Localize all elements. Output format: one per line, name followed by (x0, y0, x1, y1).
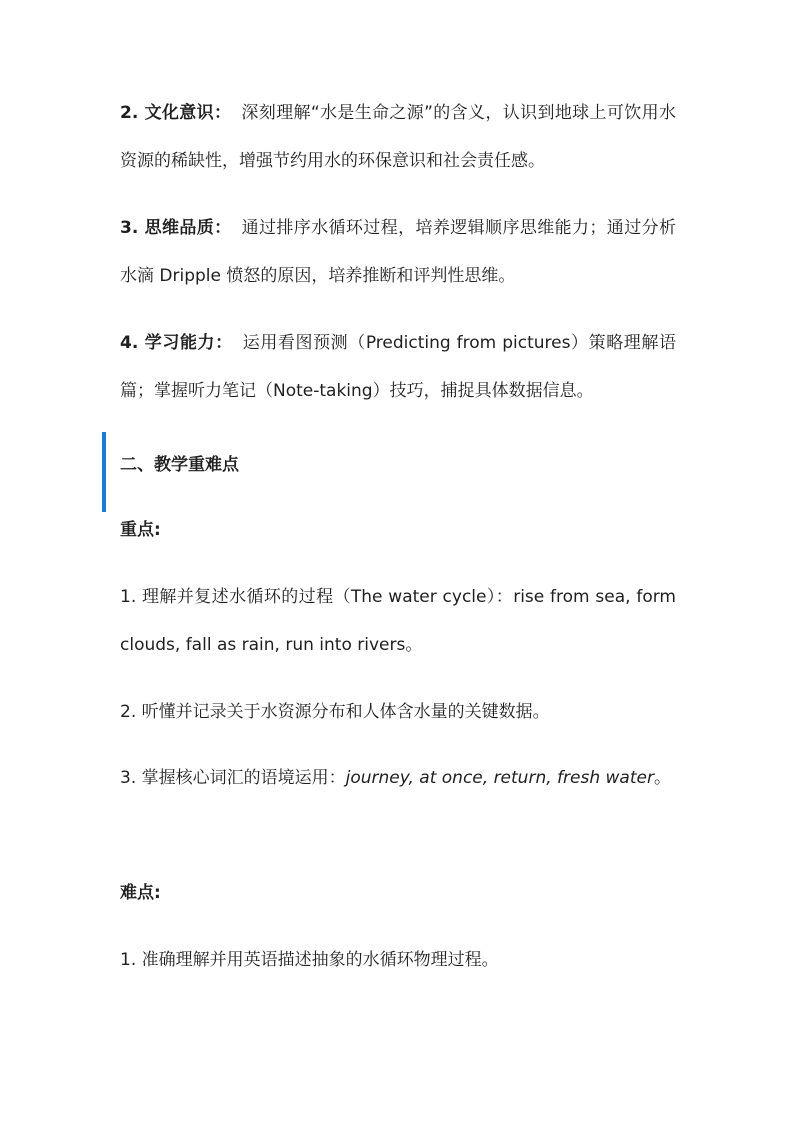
difficult-point-item: 1. 准确理解并用英语描述抽象的水循环物理过程。 (120, 950, 499, 970)
objective-text: 通过排序水循环过程，培养逻辑顺序思维能力；通过分析水滴 Dripple 愤怒的原因，培养推断和评判性思维。 (120, 218, 676, 286)
key-points-label: 重点: (120, 520, 161, 540)
key-point-item: 1. 理解并复述水循环的过程（The water cycle）：rise from sea, form clouds, fall as rain, run into rivers。 (120, 587, 676, 655)
objective-text: 深刻理解“水是生命之源”的含义，认识到地球上可饮用水资源的稀缺性，增强节约用水的环保意识和社会责任感。 (120, 103, 676, 171)
objective-text: 运用看图预测（Predicting from pictures）策略理解语篇；掌握听力笔记（Note-taking）技巧，捕捉具体数据信息。 (120, 333, 676, 401)
key-point-item (120, 754, 676, 802)
key-point-suffix: 。 (653, 768, 671, 788)
objective-label: 3. 思维品质： (120, 218, 232, 238)
key-point-prefix: 3. 掌握核心词汇的语境运用： (120, 768, 346, 788)
key-vocabulary: journey, at once, return, fresh water (345, 768, 654, 788)
section-accent-bar (102, 432, 106, 512)
objective-label: 2. 文化意识： (120, 103, 232, 123)
objective-label: 4. 学习能力： (120, 333, 233, 353)
section-heading: 二、教学重难点 (120, 455, 239, 475)
objective-cultural-awareness (120, 89, 676, 185)
key-point-item: 2. 听懂并记录关于水资源分布和人体含水量的关键数据。 (120, 702, 550, 722)
objective-thinking-quality (120, 204, 676, 300)
objective-learning-ability (120, 319, 676, 415)
difficult-points-label: 难点: (120, 883, 161, 903)
